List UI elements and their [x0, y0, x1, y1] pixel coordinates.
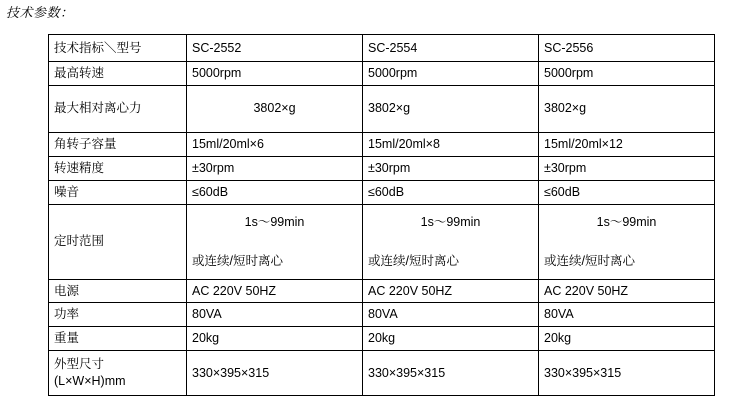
row-header-label: 噪音	[49, 180, 187, 204]
table-cell: 20kg	[539, 327, 715, 351]
table-cell: AC 220V 50HZ	[539, 279, 715, 303]
table-row	[49, 180, 715, 204]
table-row	[49, 303, 715, 327]
row-header-label: 技术指标＼型号	[49, 35, 187, 62]
row-header-label: 最高转速	[49, 62, 187, 86]
row-header-label: 角转子容量	[49, 132, 187, 156]
table-cell: 5000rpm	[539, 62, 715, 86]
table-cell: AC 220V 50HZ	[187, 279, 363, 303]
table-cell: ≤60dB	[539, 180, 715, 204]
timer-range-value: 1s～99min	[244, 214, 305, 229]
table-row	[49, 327, 715, 351]
table-cell: 5000rpm	[187, 62, 363, 86]
table-cell: 3802×g	[363, 85, 539, 132]
table-cell: 330×395×315	[539, 351, 715, 396]
table-row	[49, 156, 715, 180]
table-cell: 3802×g	[539, 85, 715, 132]
table-cell: 3802×g	[187, 85, 363, 132]
page-title: 技术参数：	[6, 5, 74, 20]
table-cell: 20kg	[187, 327, 363, 351]
table-cell	[187, 204, 363, 279]
row-header-label	[49, 351, 187, 396]
table-cell: SC-2556	[539, 35, 715, 62]
table-row	[49, 35, 715, 62]
table-cell: 20kg	[363, 327, 539, 351]
timer-mode-value: 或连续/短时离心	[192, 253, 283, 268]
table-row	[49, 279, 715, 303]
timer-range-value: 1s～99min	[420, 214, 481, 229]
timer-range-value: 1s～99min	[596, 214, 657, 229]
row-header-label: 定时范围	[49, 204, 187, 279]
table-cell	[363, 204, 539, 279]
dimension-label-line1: 外型尺寸	[54, 357, 105, 372]
table-cell: 15ml/20ml×6	[187, 132, 363, 156]
table-row	[49, 85, 715, 132]
dimension-label-line2: (L×W×H)mm	[54, 374, 126, 389]
table-cell: 80VA	[187, 303, 363, 327]
table-cell: SC-2552	[187, 35, 363, 62]
table-cell	[539, 204, 715, 279]
table-cell: SC-2554	[363, 35, 539, 62]
table-cell: 330×395×315	[187, 351, 363, 396]
timer-mode-value: 或连续/短时离心	[368, 253, 459, 268]
table-cell: ±30rpm	[539, 156, 715, 180]
table-cell: 15ml/20ml×12	[539, 132, 715, 156]
table-cell: 330×395×315	[363, 351, 539, 396]
table-cell: ≤60dB	[187, 180, 363, 204]
table-cell: 80VA	[539, 303, 715, 327]
table-cell: AC 220V 50HZ	[363, 279, 539, 303]
table-cell: ±30rpm	[187, 156, 363, 180]
table-row	[49, 62, 715, 86]
specifications-table	[48, 34, 715, 396]
row-header-label: 转速精度	[49, 156, 187, 180]
row-header-label: 电源	[49, 279, 187, 303]
row-header-label: 重量	[49, 327, 187, 351]
table-row	[49, 351, 715, 396]
table-cell: ≤60dB	[363, 180, 539, 204]
row-header-label: 功率	[49, 303, 187, 327]
table-cell: 80VA	[363, 303, 539, 327]
table-row	[49, 204, 715, 279]
timer-mode-value: 或连续/短时离心	[544, 253, 635, 268]
table-cell: 15ml/20ml×8	[363, 132, 539, 156]
row-header-label: 最大相对离心力	[49, 85, 187, 132]
table-row	[49, 132, 715, 156]
table-cell: ±30rpm	[363, 156, 539, 180]
table-cell: 5000rpm	[363, 62, 539, 86]
